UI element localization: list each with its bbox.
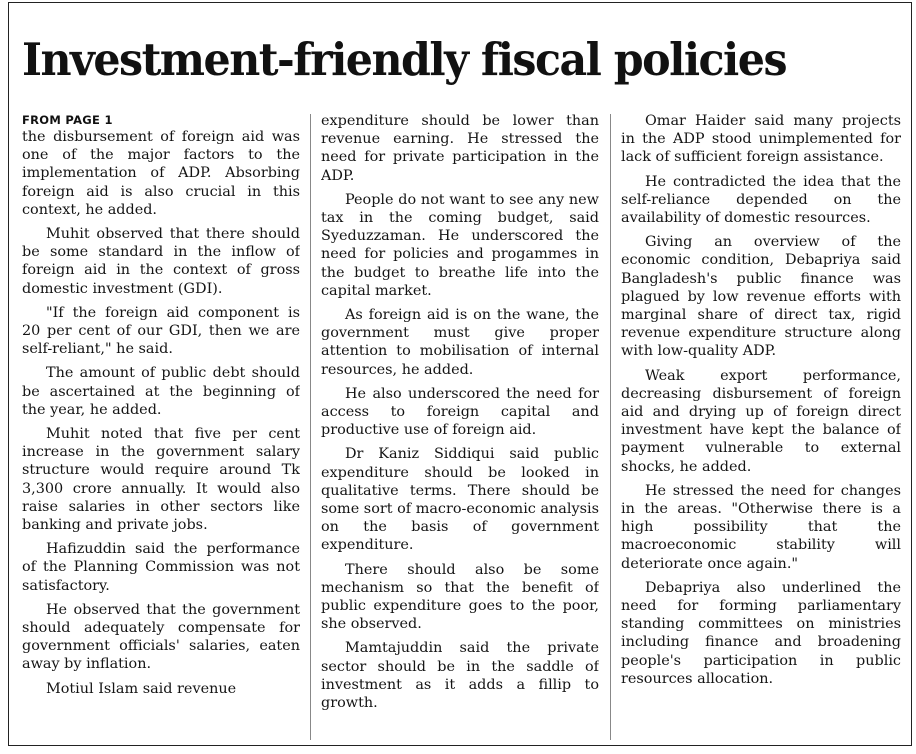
article-column-2	[321, 112, 599, 742]
paragraph: Muhit observed that there should be some standard in the inflow of foreign aid in the context of gross domestic investment (GDI).	[22, 226, 300, 297]
paragraph: expenditure should be lower than revenue earning. He stressed the need for private participation in the ADP.	[321, 113, 599, 184]
right-border-rule	[911, 2, 912, 746]
paragraph: There should also be some mechanism so that the benefit of public expenditure goes to the poor, she observed.	[321, 561, 599, 633]
top-border-rule	[8, 2, 912, 3]
paragraph: Muhit noted that five per cent increase in the government salary structure would require around Tk 3,300 crore annually. It would also raise salaries in other sectors like banking and private jobs.	[22, 426, 300, 534]
continuation-kicker: FROM PAGE 1	[22, 113, 113, 127]
paragraph: the disbursement of foreign aid was one of the major factors to the implementation of ADP. Absorbing foreign aid is also crucial in this context, he added.	[22, 129, 300, 218]
left-border-rule	[8, 2, 9, 746]
paragraph: Mamtajuddin said the private sector should be in the saddle of investment as it adds a fillip to growth.	[321, 640, 599, 712]
paragraph: Hafizuddin said the performance of the Planning Commission was not satisfactory.	[22, 541, 300, 594]
paragraph: As foreign aid is on the wane, the government must give proper attention to mobilisation of internal resources, he added.	[321, 307, 599, 378]
column-divider	[610, 114, 611, 740]
paragraph: The amount of public debt should be ascertained at the beginning of the year, he added.	[22, 365, 300, 418]
bottom-border-rule	[8, 745, 912, 746]
article-column-3	[621, 112, 901, 742]
paragraph: Giving an overview of the economic condition, Debapriya said Bangladesh's public finance was plagued by low revenue efforts with marginal share of direct tax, rigid revenue expenditure structure along with low-quality ADP.	[621, 234, 901, 360]
column-divider	[310, 114, 311, 740]
paragraph: Weak export performance, decreasing disbursement of foreign aid and drying up of foreign direct investment have kept the balance of payment vulnerable to external shocks, he added.	[621, 367, 901, 475]
paragraph: People do not want to see any new tax in the coming budget, said Syeduzzaman. He underscored the need for policies and progammes in the budget to breathe life into the capital market.	[321, 191, 599, 299]
paragraph: He stressed the need for changes in the areas. "Otherwise there is a high possibility that the macroeconomic stability will deteriorate once again."	[621, 482, 901, 572]
paragraph: Motiul Islam said revenue	[46, 680, 237, 697]
paragraph: He contradicted the idea that the self-reliance depended on the availability of domestic resources.	[621, 173, 901, 227]
paragraph: Dr Kaniz Siddiqui said public expenditure should be looked in qualitative terms. There should be some sort of macro-economic analysis on the basis of government expenditure.	[321, 446, 599, 554]
paragraph: Debapriya also underlined the need for forming parliamentary standing committees on ministries including finance and broadening people's participation in public resources allocation.	[621, 579, 901, 687]
paragraph: He also underscored the need for access to foreign capital and productive use of foreign aid.	[321, 385, 599, 439]
article-column-1	[22, 112, 300, 742]
paragraph: He observed that the government should adequately compensate for government officials' salaries, eaten away by inflation.	[22, 601, 300, 673]
paragraph: "If the foreign aid component is 20 per cent of our GDI, then we are self-reliant," he said.	[22, 304, 300, 358]
paragraph: Omar Haider said many projects in the ADP stood unimplemented for lack of sufficient foreign assistance.	[621, 113, 901, 166]
headline: Investment-friendly fiscal policies	[22, 33, 787, 86]
